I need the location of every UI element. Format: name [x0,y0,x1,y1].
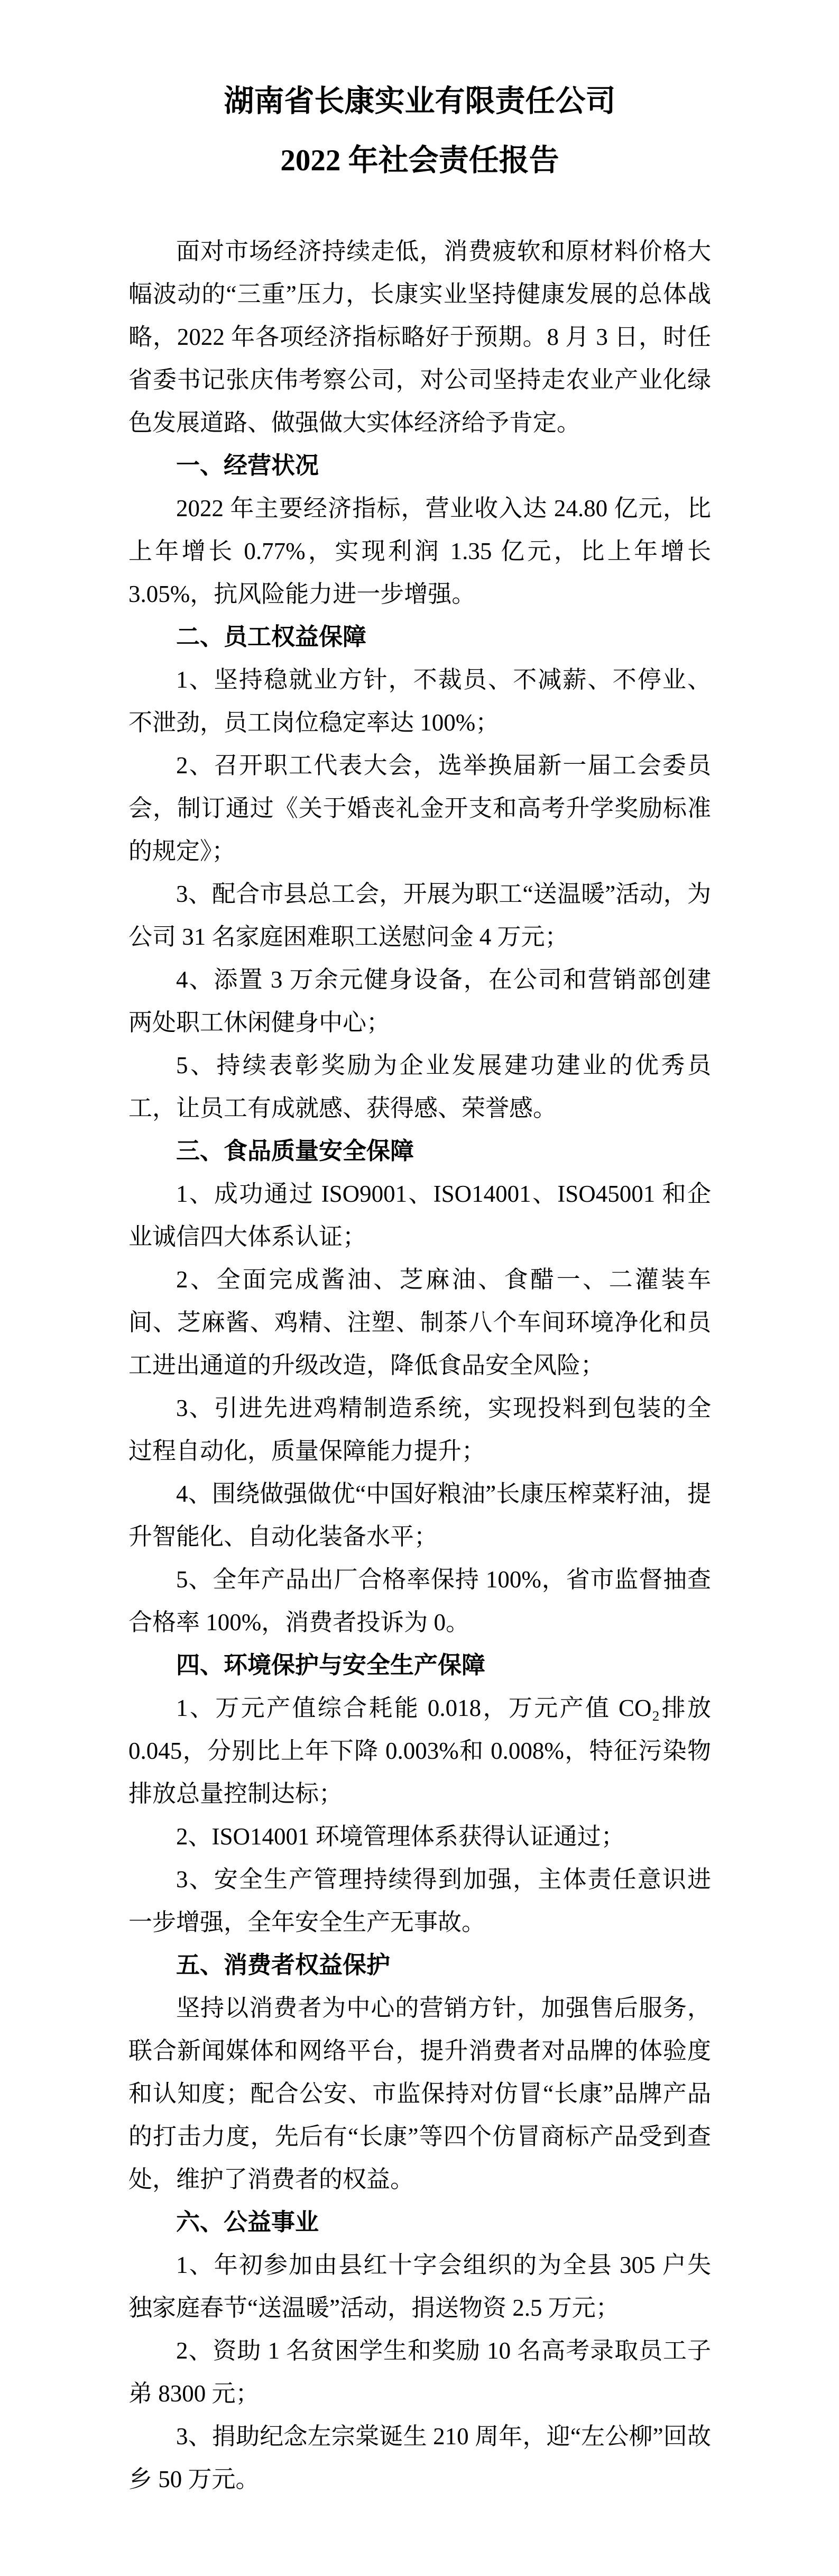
body-paragraph: 2、ISO14001 环境管理体系获得认证通过； [176,1823,625,1850]
body-paragraph: 4、添置 3 万余元健身设备，在公司和营销部创建两处职工休闲健身中心； [128,966,711,1036]
body-paragraph: 5、全年产品出厂合格率保持 100%，省市监督抽查合格率 100%，消费者投诉为 0。 [128,1566,711,1636]
body-paragraph: 3、配合市县总工会，开展为职工“送温暖”活动，为公司 31 名家庭困难职工送慰问金 4 万元； [128,881,711,950]
body-paragraph: 2022 年主要经济指标，营业收入达 24.80 亿元，比上年增长 0.77%，实现利润 1.35 亿元，比上年增长 3.05%，抗风险能力进一步增强。 [128,495,711,607]
body-paragraph: 1、坚持稳就业方针，不裁员、不减薪、不停业、不泄劲，员工岗位稳定率达 100%； [128,666,711,736]
body-paragraph: 3、安全生产管理持续得到加强，主体责任意识进一步增强，全年安全生产无事故。 [128,1866,711,1935]
section-heading: 五、消费者权益保护 [176,1952,391,1978]
body-paragraph: 5、持续表彰奖励为企业发展建功建业的优秀员工，让员工有成就感、获得感、荣誉感。 [128,1052,711,1121]
section-heading: 四、环境保护与安全生产保障 [176,1652,486,1678]
body-paragraph: 3、引进先进鸡精制造系统，实现投料到包装的全过程自动化，质量保障能力提升； [128,1395,711,1464]
body-paragraph: 2、全面完成酱油、芝麻油、食醋一、二灌装车间、芝麻酱、鸡精、注塑、制茶八个车间环境净化和员工进出通道的升级改造，降低食品安全风险； [128,1266,711,1378]
body-paragraph: 1、年初参加由县红十字会组织的为全县 305 户失独家庭春节“送温暖”活动，捐送物资 2.5 万元； [128,2252,711,2321]
report-body [128,230,711,2501]
body-paragraph: 1、万元产值综合耗能 0.018，万元产值 CO₂排放 0.045，分别比上年下降 0.003%和 0.008%，特征污染物排放总量控制达标； [128,1695,711,1807]
body-paragraph: 1、成功通过 ISO9001、ISO14001、ISO45001 和企业诚信四大体系认证； [128,1181,711,1250]
section-heading: 三、食品质量安全保障 [176,1138,414,1164]
body-paragraph: 2、资助 1 名贫困学生和奖励 10 名高考录取员工子弟 8300 元； [128,2337,711,2407]
section-heading: 一、经营状况 [176,452,319,479]
body-paragraph: 4、围绕做强做优“中国好粮油”长康压榨菜籽油，提升智能化、自动化装备水平； [128,1481,711,1550]
section-heading: 二、员工权益保障 [176,624,367,650]
report-title-line-2: 2022 年社会责任报告 [280,144,559,177]
report-title [128,72,711,190]
section-heading: 六、公益事业 [176,2209,319,2235]
body-paragraph: 面对市场经济持续走低，消费疲软和原材料价格大幅波动的“三重”压力，长康实业坚持健康发展的总体战略，2022 年各项经济指标略好于预期。8 月 3 日，时任省委书记张庆伟考察公司，对公司坚持走农业产业化绿色发展道路、做强做大实体经济给予肯定。 [128,238,711,436]
body-paragraph: 坚持以消费者为中心的营销方针，加强售后服务，联合新闻媒体和网络平台，提升消费者对品牌的体验度和认知度；配合公安、市监保持对仿冒“长康”品牌产品的打击力度，先后有“长康”等四个仿冒商标产品受到查处，维护了消费者的权益。 [128,1995,711,2193]
body-paragraph: 3、捐助纪念左宗棠诞生 210 周年，迎“左公柳”回故乡 50 万元。 [128,2423,711,2492]
body-paragraph: 2、召开职工代表大会，选举换届新一届工会委员会，制订通过《关于婚丧礼金开支和高考升学奖励标准的规定》； [128,752,711,864]
report-title-line-1: 湖南省长康实业有限责任公司 [224,85,616,118]
